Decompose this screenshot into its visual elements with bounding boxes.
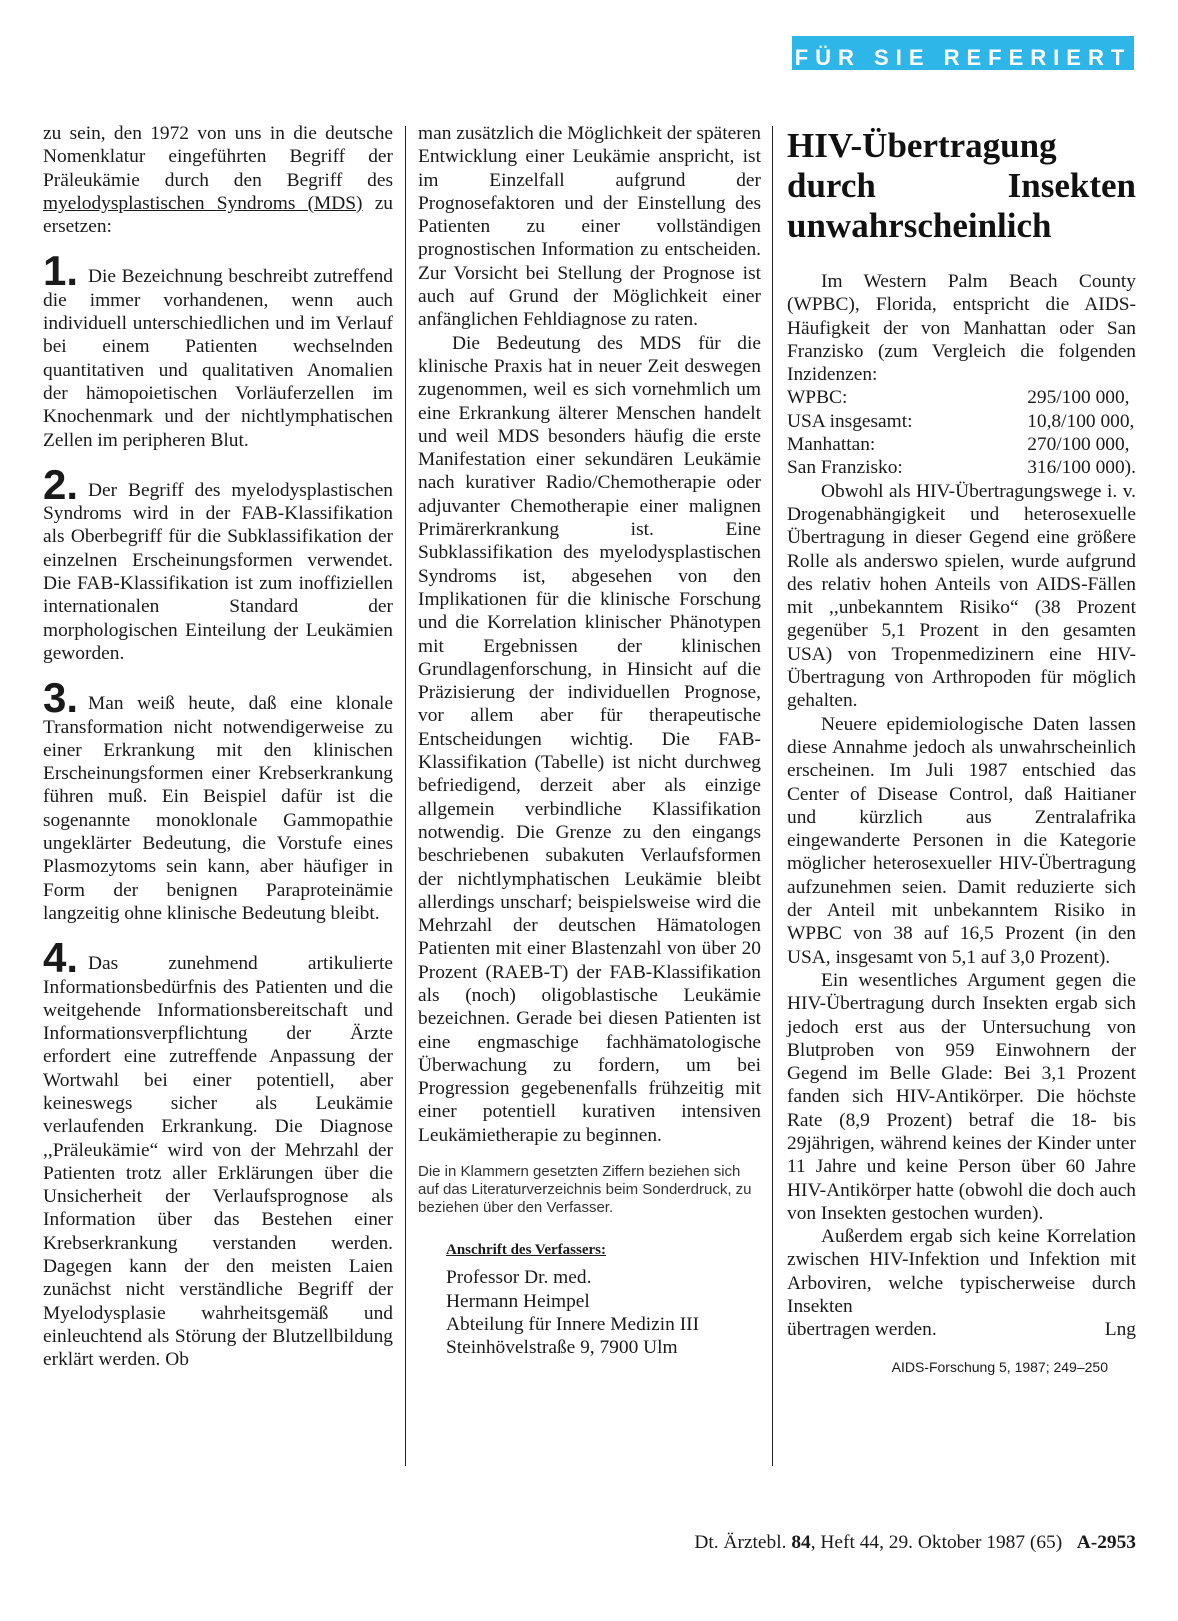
column-right <box>787 126 1136 1379</box>
numbered-item-1: 1. Die Bezeichnung beschreibt zutreffend die immer vorhandenen, wenn auch individuell unterschiedlichen und im Verlauf bei einem Patienten wechselnden quantitativen und qualitativen Anomalien der hämopoietischen Vorläuferzellen im Knochenmark und der nichtlymphatischen Zellen im peripheren Blut. <box>43 247 393 451</box>
issue-date: , Heft 44, 29. Oktober 1987 (65) <box>810 1532 1063 1553</box>
address-label: Anschrift des Verfassers: <box>446 1242 606 1259</box>
column-middle <box>418 122 761 1360</box>
column-divider <box>405 126 406 1466</box>
numbered-item-4: 4. Das zunehmend artikulierte Informationsbedürfnis des Patienten und die weitgehende Informationsbereitschaft und Informationsverpflichtung der Ärzte erfordert eine zutreffende Anpassung der Wortwahl bei einer potentiell, aber keineswegs sicher als Leukämie verlaufenden Erkrankung. Die Diagnose ,,Präleukämie“ wird von der Mehrzahl der Patienten trotz aller Erklärungen über die Unsicherheit der Verlaufsprognose als Information über das Bestehen einer Krebserkrankung verstanden werden. Dagegen kann der den meisten Laien zunächst nicht verständliche Begriff der Myelodysplasie wahrheitsgemäß und einleuchtend als Störung der Blutzellbildung erklärt werden. Ob <box>43 934 393 1371</box>
stat-value: 270/100 000, <box>1027 434 1130 456</box>
section-banner: FÜR SIE REFERIERT <box>792 36 1134 70</box>
journal-name: Dt. Ärztebl. <box>694 1532 792 1553</box>
column-divider <box>772 126 773 1466</box>
numbered-item-3: 3. Man weiß heute, daß eine klonale Transformation nicht notwendigerweise zu einer Erkrankung mit den klinischen Erscheinungsformen einer Krebserkrankung führen muß. Ein Beispiel dafür ist die sogenannte monoklonale Gammopathie ungeklärter Bedeutung, die Vorstufe eines Plasmozytoms sein kann, aber häufiger in Form der benignen Paraproteinämie langzeitig ohne klinische Bedeutung bleibt. <box>43 674 393 924</box>
author-signature: Lng <box>1104 1319 1136 1341</box>
journal-volume: 84 <box>791 1532 811 1553</box>
paragraph: Neuere epidemiologische Daten lassen diese Annahme jedoch als unwahrscheinlich erscheinen. Im Juli 1987 entschied das Center of Disease Control, daß Haitianer und kürzlich aus Zentralafrika eingewanderte Personen in die Kategorie möglicher heterosexueller HIV-Übertragung aufzunehmen seien. Damit reduzierte sich der Anteil mit unbekanntem Risiko in WPBC von 38 auf 16,5 Prozent (in den USA, insgesamt von 5,1 auf 3,0 Prozent). <box>787 713 1136 968</box>
item-number: 1. <box>43 247 79 295</box>
paragraph: Obwohl als HIV-Übertragungswege i. v. Drogenabhängigkeit und heterosexuelle Übertragung in dieser Gegend eine größere Rolle als anderswo spielen, wurde aufgrund des relativ hohen Anteils von AIDS-Fällen mit ,,unbekanntem Risiko“ (38 Prozent gegenüber 5,1 Prozent in den gesamten USA) von Tropenmedizinern eine HIV-Übertragung von Arthropoden für möglich gehalten. <box>787 480 1136 712</box>
numbered-item-2: 2. Der Begriff des myelodysplastischen Syndroms wird in der FAB-Klassifikation als Oberbegriff für die Subklassifikation der einzelnen Erscheinungsformen verwendet. Die FAB-Klassifikation ist zum inoffiziellen internationalen Standard der morphologischen Einteilung der Leukämien geworden. <box>43 460 393 664</box>
paragraph-end: übertragen werden. Lng <box>787 1319 1136 1341</box>
paragraph: Ein wesentliches Argument gegen die HIV-Übertragung durch Insekten ergab sich jedoch erst aus der Untersuchung von Blutproben von 959 Einwohnern der Gegend im Belle Glade: Bei 3,1 Prozent fanden sich HIV-Antikörper. Die höchste Rate (8,9 Prozent) betraf die 18- bis 29jährigen, während keines der Kinder unter 11 Jahre und keine Person über 60 Jahre HIV-Antikörper hatte (obwohl die doch auch von Insekten gestochen wurden). <box>787 969 1136 1224</box>
item-number: 2. <box>43 460 79 508</box>
stat-value: 10,8/100 000, <box>1027 410 1135 432</box>
stat-label: USA insgesamt: <box>787 410 913 432</box>
source-citation: AIDS-Forschung 5, 1987; 249–250 <box>891 1358 1108 1375</box>
term-mds: myelodysplastischen Syndroms (MDS) <box>43 192 363 214</box>
stat-label: WPBC: <box>787 387 848 409</box>
paragraph: Die Bedeutung des MDS für die klinische Praxis hat in neuer Zeit deswegen zugenommen, weil es sich vornehmlich um eine Erkrankung älterer Menschen handelt und weil MDS besonders häufig die erste Manifestation einer sekundären Leukämie nach kurativer Radio/Chemotherapie oder adjuvanter Chemotherapie einer malignen Primärerkrankung ist. Eine Subklassifikation des myelodysplastischen Syndroms ist, abgesehen von den Implikationen für die klinische Forschung und die Korrelation klinischer Phänotypen mit Ergebnissen der klinischen Grundlagenforschung, in Hinsicht auf die Präzisierung der individuellen Prognose, vor allem aber für therapeutische Entscheidungen wichtig. Die FAB-Klassifikation (Tabelle) ist nicht durchweg befriedigend, derzeit aber als einzige allgemein verbindliche Klassifikation notwendig. Die Grenze zu den eingangs beschriebenen subakuten Verlaufsformen der nichtlymphatischen Leukämie bleibt allerdings unscharf; beispielsweise wird die Mehrzahl der deutschen Hämatologen Patienten mit einer Blastenzahl von über 20 Prozent (RAEB-T) der FAB-Klassifikation als (noch) oligoblastische Leukämie bezeichnen. Gerade bei diesen Patienten ist eine engmaschige fachhämatologische Überwachung zu fordern, um bei Progression gegebenenfalls frühzeitig mit einer potentiell kurativen intensiven Leukämietherapie zu beginnen. <box>418 332 761 1146</box>
author-address: Professor Dr. med. Hermann Heimpel Abteilung für Innere Medizin III Steinhövelstraße 9, 7900 Ulm <box>446 1267 700 1359</box>
column-left <box>43 122 393 1372</box>
stat-label: San Franzisko: <box>787 457 903 479</box>
page-footer <box>430 1531 1136 1555</box>
intro-paragraph: zu sein, den 1972 von uns in die deutsche Nomenklatur eingeführten Begriff der Präleukämie durch den Begriff des myelodysplastischen Syndroms (MDS) zu ersetzen: <box>43 123 393 238</box>
paragraph: Außerdem ergab sich keine Korrelation zwischen HIV-Infektion und Infektion mit Arboviren, welche typischerweise durch Insekten <box>787 1226 1136 1318</box>
item-number: 4. <box>43 934 79 982</box>
stat-value: 316/100 000). <box>1027 457 1136 479</box>
page-number: A-2953 <box>1076 1532 1136 1553</box>
paragraph: Im Western Palm Beach County (WPBC), Florida, entspricht die AIDS-Häufigkeit der von Manhattan oder San Franzisko (zum Vergleich die folgenden Inzidenzen: <box>787 271 1136 386</box>
article-headline: HIV-Übertragung durch Insekten unwahrscheinlich <box>787 126 1136 245</box>
reference-note: Die in Klammern gesetzten Ziffern beziehen sich auf das Literaturverzeichnis beim Sonderdruck, zu beziehen über den Verfasser. <box>418 1163 752 1217</box>
item-number: 3. <box>43 674 79 722</box>
stat-label: Manhattan: <box>787 434 876 456</box>
stat-value: 295/100 000, <box>1027 387 1130 409</box>
paragraph: man zusätzlich die Möglichkeit der späteren Entwicklung einer Leukämie anspricht, ist im Einzelfall aufgrund der Prognosefaktoren und der Einstellung des Patienten zu einer vollständigen prognostischen Information zu entscheiden. Zur Vorsicht bei Stellung der Prognose ist auch auf Grund der Möglichkeit einer anfänglichen Fehldiagnose zu raten. <box>418 123 761 331</box>
incidence-table <box>787 386 1136 479</box>
